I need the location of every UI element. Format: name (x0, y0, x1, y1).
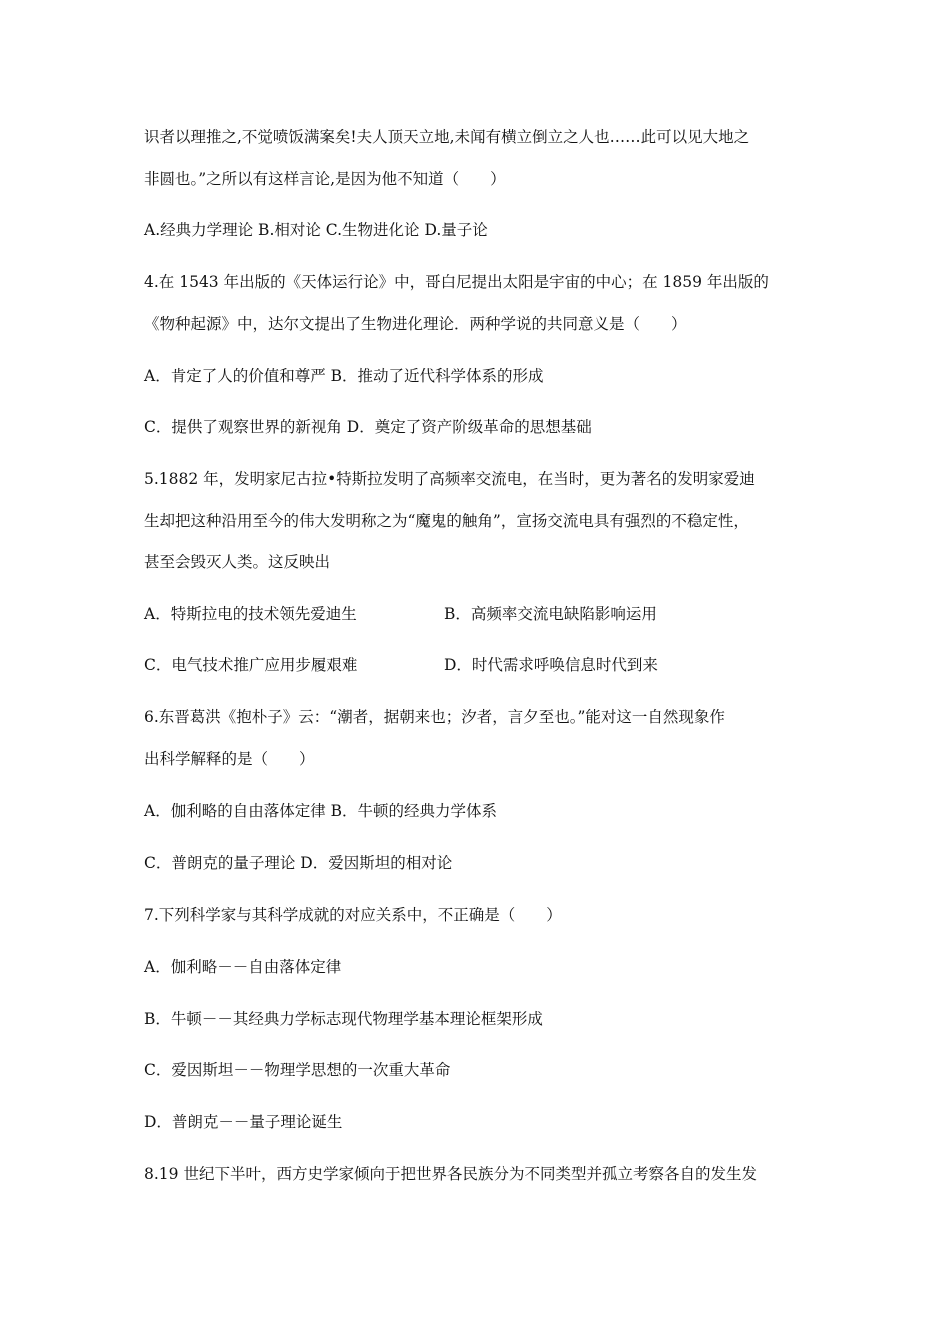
q5-option-c: C．电气技术推广应用步履艰难 (144, 656, 358, 674)
q3-text-line-2: 非圆也。”之所以有这样言论,是因为他不知道（ ） (144, 170, 506, 188)
q3-options: A.经典力学理论 B.相对论 C.生物进化论 D.量子论 (144, 221, 488, 239)
q7-option-d: D．普朗克－－量子理论诞生 (144, 1113, 343, 1131)
q5-option-d: D．时代需求呼唤信息时代到来 (444, 656, 658, 674)
q5-option-a: A．特斯拉电的技术领先爱迪生 (144, 605, 357, 623)
q6-text-line-2: 出科学解释的是（ ） (144, 750, 315, 768)
q4-text-line-2: 《物种起源》中，达尔文提出了生物进化理论．两种学说的共同意义是（ ） (144, 315, 687, 333)
q6-text-line-1: 6.东晋葛洪《抱朴子》云：“潮者，据朝来也；汐者，言夕至也。”能对这一自然现象作 (144, 708, 725, 726)
q3-text-line-1: 识者以理推之,不觉喷饭满案矣!夫人顶天立地,未闻有横立倒立之人也……此可以见大地之 (144, 128, 750, 146)
q7-option-b: B．牛顿－－其经典力学标志现代物理学基本理论框架形成 (144, 1010, 543, 1028)
q6-options-cd: C．普朗克的量子理论 D．爱因斯坦的相对论 (144, 854, 453, 872)
q7-text: 7.下列科学家与其科学成就的对应关系中，不正确是（ ） (144, 906, 562, 924)
q6-options-ab: A．伽利略的自由落体定律 B．牛顿的经典力学体系 (144, 802, 498, 820)
q7-option-a: A．伽利略－－自由落体定律 (144, 958, 342, 976)
q8-text-line-1: 8.19 世纪下半叶，西方史学家倾向于把世界各民族分为不同类型并孤立考察各自的发生发 (144, 1165, 757, 1183)
q5-text-line-2: 生却把这种沿用至今的伟大发明称之为“魔鬼的触角”，宣扬交流电具有强烈的不稳定性， (144, 512, 749, 530)
q4-text-line-1: 4.在 1543 年出版的《天体运行论》中，哥白尼提出太阳是宇宙的中心；在 1859 年出版的 (144, 273, 769, 291)
q4-options-cd: C．提供了观察世界的新视角 D．奠定了资产阶级革命的思想基础 (144, 418, 592, 436)
q5-option-b: B．高频率交流电缺陷影响运用 (444, 605, 657, 623)
q7-option-c: C．爱因斯坦－－物理学思想的一次重大革命 (144, 1061, 451, 1079)
q4-options-ab: A．肯定了人的价值和尊严 B．推动了近代科学体系的形成 (144, 367, 544, 385)
q5-text-line-3: 甚至会毁灭人类。这反映出 (144, 553, 331, 571)
q5-text-line-1: 5.1882 年，发明家尼古拉•特斯拉发明了高频率交流电，在当时，更为著名的发明家爱迪 (144, 470, 755, 488)
